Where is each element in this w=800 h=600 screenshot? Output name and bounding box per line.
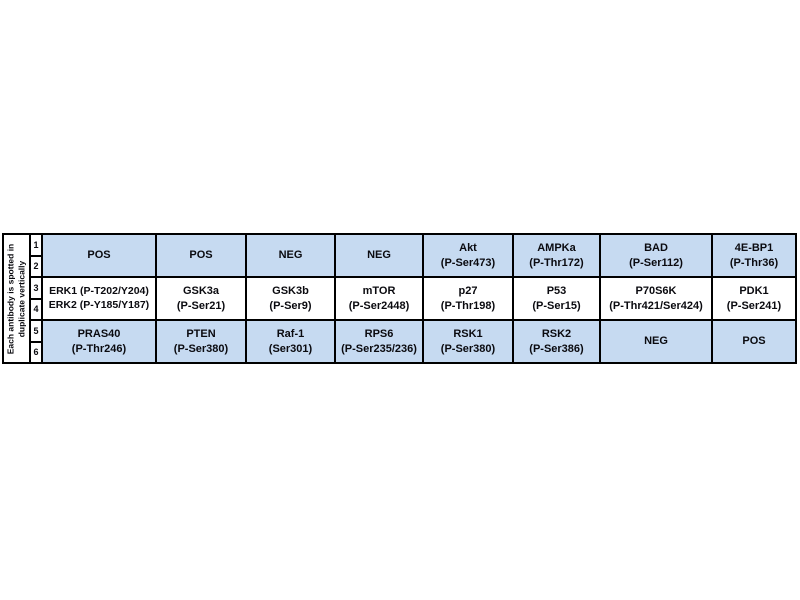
cell-label: RSK1 <box>453 328 483 341</box>
cell-label: PRAS40 <box>77 328 121 341</box>
array-cell-pos-r56c8 <box>713 321 795 362</box>
cell-site: (P-Ser241) <box>726 299 782 312</box>
cell-site: (P-Ser112) <box>629 256 683 269</box>
array-cell-bad <box>601 235 711 276</box>
cell-label: ERK1 (P-T202/Y204) <box>49 284 149 297</box>
cell-site: (P-Ser9) <box>269 299 312 312</box>
row-number-5: 5 <box>31 321 41 341</box>
array-cell-neg-r12c3 <box>247 235 334 276</box>
cell-label: Raf-1 <box>276 328 305 341</box>
cell-label: 4E-BP1 <box>734 242 774 255</box>
array-cell-neg-r56c7 <box>601 321 711 362</box>
array-cell-akt <box>424 235 512 276</box>
array-cell-neg-r12c4 <box>336 235 422 276</box>
cell-label: GSK3a <box>182 285 220 298</box>
cell-label: PDK1 <box>739 285 769 298</box>
cell-site: (P-Ser380) <box>440 342 496 355</box>
array-cell-pos-r12c1 <box>43 235 155 276</box>
cell-label: POS <box>189 249 213 262</box>
cell-label: AMPKa <box>537 242 576 255</box>
cell-label: NEG <box>367 249 391 262</box>
cell-site: (P-Ser21) <box>176 299 226 312</box>
array-cell-rps6 <box>336 321 422 362</box>
cell-label: P53 <box>546 285 567 298</box>
side-note-line2: duplicate vertically <box>16 260 27 337</box>
array-cell-raf1 <box>247 321 334 362</box>
cell-label: RSK2 <box>541 328 572 341</box>
row-number-2: 2 <box>31 257 41 277</box>
cell-label: POS <box>742 335 766 348</box>
side-note-line1: Each antibody is spotted in <box>5 243 16 354</box>
cell-site: (P-Thr246) <box>71 342 127 355</box>
array-cell-rsk1 <box>424 321 512 362</box>
cell-label: RPS6 <box>364 328 394 341</box>
array-cell-pdk1 <box>713 278 795 319</box>
cell-site: (P-Ser380) <box>173 342 229 355</box>
side-note-text <box>5 235 28 362</box>
cell-site: (P-Ser15) <box>532 299 581 312</box>
cell-label: p27 <box>458 285 478 298</box>
row-number-4: 4 <box>31 300 41 320</box>
array-cell-pten <box>157 321 245 362</box>
cell-label: NEG <box>278 249 303 262</box>
array-cell-pos-r12c2 <box>157 235 245 276</box>
cell-label: PTEN <box>186 328 216 341</box>
cell-site: (P-Thr198) <box>440 299 496 312</box>
cell-site: ERK2 (P-Y185/Y187) <box>48 298 150 311</box>
cell-site: (P-Ser235/236) <box>341 342 417 355</box>
cell-label: Akt <box>459 242 477 255</box>
array-cell-4ebp1 <box>713 235 795 276</box>
cell-label: GSK3b <box>272 285 309 298</box>
array-cell-erk1-erk2 <box>43 278 155 319</box>
antibody-array-map-table <box>2 233 797 364</box>
array-cell-rsk2 <box>514 321 599 362</box>
array-cell-gsk3b <box>247 278 334 319</box>
cell-label: NEG <box>644 335 668 348</box>
cell-site: (P-Ser2448) <box>348 299 410 312</box>
array-cell-ampka <box>514 235 599 276</box>
array-cell-mtor <box>336 278 422 319</box>
cell-site: (P-Ser386) <box>529 342 584 355</box>
cell-label: BAD <box>644 242 668 255</box>
cell-site: (Ser301) <box>268 342 313 355</box>
side-note-box <box>4 235 29 362</box>
cell-site: (P-Thr172) <box>529 256 584 269</box>
row-number-1: 1 <box>31 235 41 255</box>
cell-site: (P-Ser473) <box>440 256 496 269</box>
array-cell-gsk3a <box>157 278 245 319</box>
array-cell-p70s6k <box>601 278 711 319</box>
row-number-6: 6 <box>31 343 41 363</box>
array-cell-p53 <box>514 278 599 319</box>
cell-label: P70S6K <box>635 285 677 298</box>
cell-site: (P-Thr36) <box>729 256 779 269</box>
row-number-3: 3 <box>31 278 41 298</box>
array-cell-pras40 <box>43 321 155 362</box>
cell-label: mTOR <box>362 285 396 298</box>
cell-site: (P-Thr421/Ser424) <box>609 299 703 312</box>
array-cell-p27 <box>424 278 512 319</box>
cell-label: POS <box>87 249 111 262</box>
